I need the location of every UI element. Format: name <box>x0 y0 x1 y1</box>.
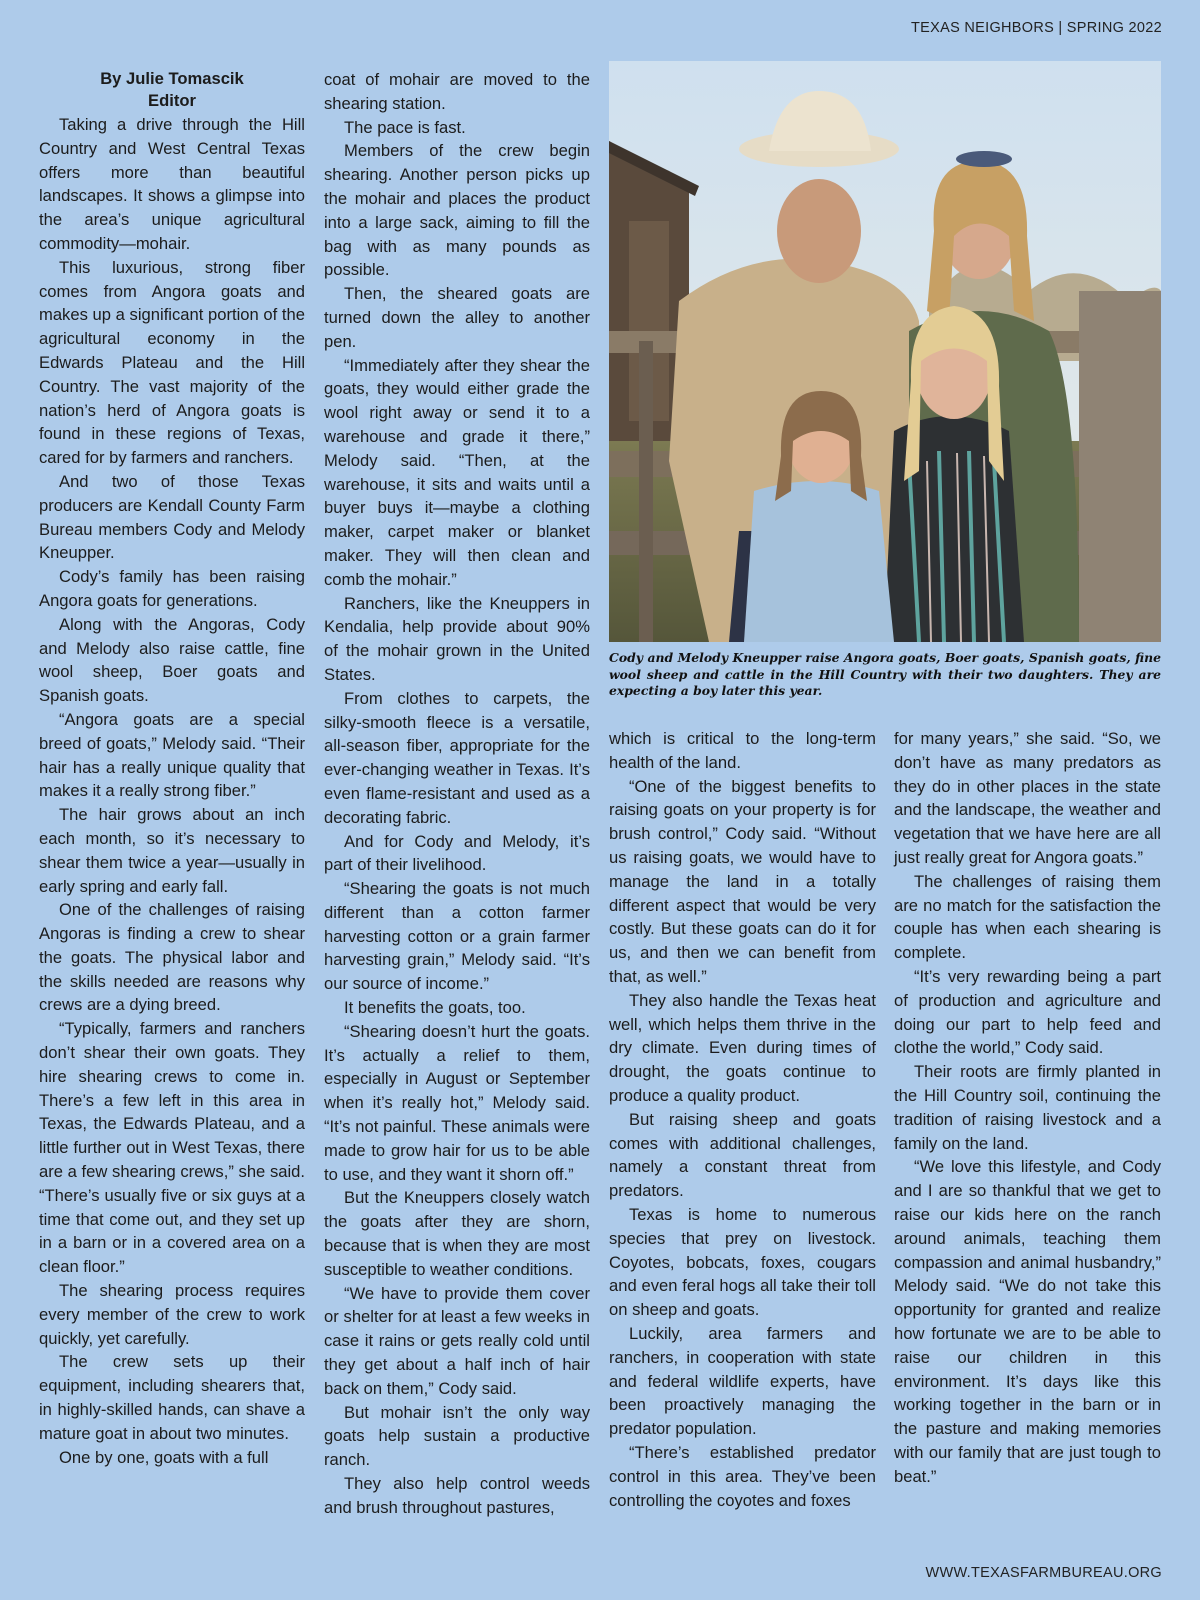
paragraph: “Typically, farmers and ranchers don’t shear their own goats. They hire shearing crews to come in. There’s a few left in this area in Texas, the Edwards Plateau, and a little further out in West Texas, there are a few shearing crews,” she said. “There’s usually five or six guys at a time that come out, and they set up in a barn or in a covered area on a clean floor.” <box>39 1019 305 1277</box>
paragraph: “Angora goats are a special breed of goats,” Melody said. “Their hair has a really unique quality that makes it a really strong fiber.” <box>39 709 305 801</box>
paragraph: One of the challenges of raising Angoras is finding a crew to shear the goats. The physical labor and the skills needed are reasons why crews are a dying breed. <box>39 900 305 1015</box>
paragraph: “We have to provide them cover or shelter for at least a few weeks in case it rains or gets really cold until they get about a half inch of hair back on them,” Cody said. <box>324 1283 590 1398</box>
paragraph: They also handle the Texas heat well, which helps them thrive in the dry climate. Even during times of drought, the goats continue to produce a quality product. <box>609 990 876 1105</box>
paragraph-continued: which is critical to the long-term health of the land. <box>609 729 876 772</box>
paragraph: This luxurious, strong fiber comes from Angora goats and makes up a significant portion of the agricultural economy in the Edwards Plateau and the Hill Country. The vast majority of the nation’s herd of Angora goats is found in these regions of Texas, cared for by farmers and ranchers. <box>39 257 305 468</box>
paragraph: Texas is home to numerous species that prey on livestock. Coyotes, bobcats, foxes, cougars and even feral hogs all take their toll on sheep and goats. <box>609 1204 876 1320</box>
paragraph: Along with the Angoras, Cody and Melody also raise cattle, fine wool sheep, Boer goats and Spanish goats. <box>39 614 305 706</box>
paragraph: But mohair isn’t the only way goats help sustain a productive ranch. <box>324 1402 590 1470</box>
paragraph: The crew sets up their equipment, including shearers that, in highly-skilled hands, can shave a mature goat in about two minutes. <box>39 1352 305 1443</box>
paragraph: From clothes to carpets, the silky-smooth fleece is a versatile, all-season fiber, appropriate for the ever-changing weather in Texas. It’s even flame-resistant and used as a decorating fabric. <box>324 688 590 827</box>
paragraph: And two of those Texas producers are Kendall County Farm Bureau members Cody and Melody Kneupper. <box>39 471 305 563</box>
paragraph: Members of the crew begin shearing. Another person picks up the mohair and places the product into a large sack, aiming to fill the bag with as many pounds as possible. <box>324 141 590 280</box>
paragraph: It benefits the goats, too. <box>344 998 526 1018</box>
website-footer: WWW.TEXASFARMBUREAU.ORG <box>925 1565 1162 1581</box>
author-role: Editor <box>148 90 196 110</box>
paragraph: The shearing process requires every member of the crew to work quickly, yet carefully. <box>39 1281 305 1348</box>
publication-header: TEXAS NEIGHBORS | SPRING 2022 <box>911 20 1162 36</box>
paragraph: They also help control weeds and brush throughout pastures, <box>324 1474 590 1517</box>
author-name: By Julie Tomascik <box>100 69 244 88</box>
article-column-4 <box>894 727 1161 1489</box>
photo-caption: Cody and Melody Kneupper raise Angora goats, Boer goats, Spanish goats, fine wool sheep and cattle in the Hill Country with their two daughters. They are expecting a boy later this year. <box>609 650 1161 698</box>
paragraph: But raising sheep and goats comes with additional challenges, namely a constant threat from predators. <box>609 1109 876 1201</box>
paragraph: And for Cody and Melody, it’s part of their livelihood. <box>324 831 590 875</box>
paragraph: Luckily, area farmers and ranchers, in cooperation with state and federal wildlife experts, have been proactively managing the predator population. <box>609 1323 876 1439</box>
paragraph: The pace is fast. <box>344 117 466 137</box>
paragraph: “Immediately after they shear the goats, they would either grade the wool right away or send it to a warehouse and grade it there,” Melody said. “Then, at the warehouse, it sits and waits until a buyer buys it—maybe a clothing maker, carpet maker or blanket maker. They will then clean and comb the mohair.” <box>324 355 590 589</box>
paragraph: One by one, goats with a full <box>59 1447 269 1467</box>
byline <box>39 68 305 111</box>
paragraph: The challenges of raising them are no match for the satisfaction the couple has when each shearing is complete. <box>894 871 1161 963</box>
family-photo <box>609 61 1161 642</box>
paragraph: Their roots are firmly planted in the Hill Country soil, continuing the tradition of raising livestock and a family on the land. <box>894 1062 1161 1153</box>
paragraph: But the Kneuppers closely watch the goats after they are shorn, because that is when they are most susceptible to weather conditions. <box>324 1188 590 1279</box>
paragraph: “We love this lifestyle, and Cody and I are so thankful that we get to raise our kids here on the ranch around animals, teaching them compassion and animal husbandry,” Melody said. “We do not take this opportunity for granted and realize how fortunate we are to be able to raise our children in this environment. It’s days like this working together in the barn or in the pasture and making memories with our family that are just tough to beat.” <box>894 1157 1161 1486</box>
paragraph: “There’s established predator control in this area. They’ve been controlling the coyotes and foxes <box>609 1442 876 1510</box>
paragraph: Ranchers, like the Kneuppers in Kendalia, help provide about 90% of the mohair grown in the United States. <box>324 593 590 684</box>
paragraph-continued: coat of mohair are moved to the shearing station. <box>324 70 590 113</box>
article-column-2 <box>324 68 590 1520</box>
paragraph: “Shearing doesn’t hurt the goats. It’s actually a relief to them, especially in August or September when it’s really hot,” Melody said. “It’s not painful. These animals were made to grow hair for us to be able to use, and they want it shorn off.” <box>324 1021 590 1184</box>
article-column-1 <box>39 68 305 1469</box>
article-column-3 <box>609 727 876 1512</box>
paragraph: Taking a drive through the Hill Country and West Central Texas offers more than beautiful landscapes. It shows a glimpse into the area’s unique agricultural commodity—mohair. <box>39 115 305 253</box>
paragraph: “It’s very rewarding being a part of production and agriculture and doing our part to help feed and clothe the world,” Cody said. <box>894 966 1161 1058</box>
paragraph: Cody’s family has been raising Angora goats for generations. <box>39 567 305 610</box>
paragraph: “Shearing the goats is not much different than a cotton farmer harvesting cotton or a grain farmer harvesting grain,” Melody said. “It’s our source of income.” <box>324 879 590 994</box>
paragraph: The hair grows about an inch each month, so it’s necessary to shear them twice a year—usually in early spring and early fall. <box>39 805 305 896</box>
paragraph: Then, the sheared goats are turned down the alley to another pen. <box>324 284 590 351</box>
paragraph-continued: for many years,” she said. “So, we don’t have as many predators as they do in other places in the state and the landscape, the weather and vegetation that we have here are all just really great for Angora goats.” <box>894 729 1161 867</box>
paragraph: “One of the biggest benefits to raising goats on your property is for brush control,” Cody said. “Without us raising goats, we would have to manage the land in a totally different aspect that would be very costly. But these goats can do it for us, and then we can benefit from that, as well.” <box>609 776 876 986</box>
